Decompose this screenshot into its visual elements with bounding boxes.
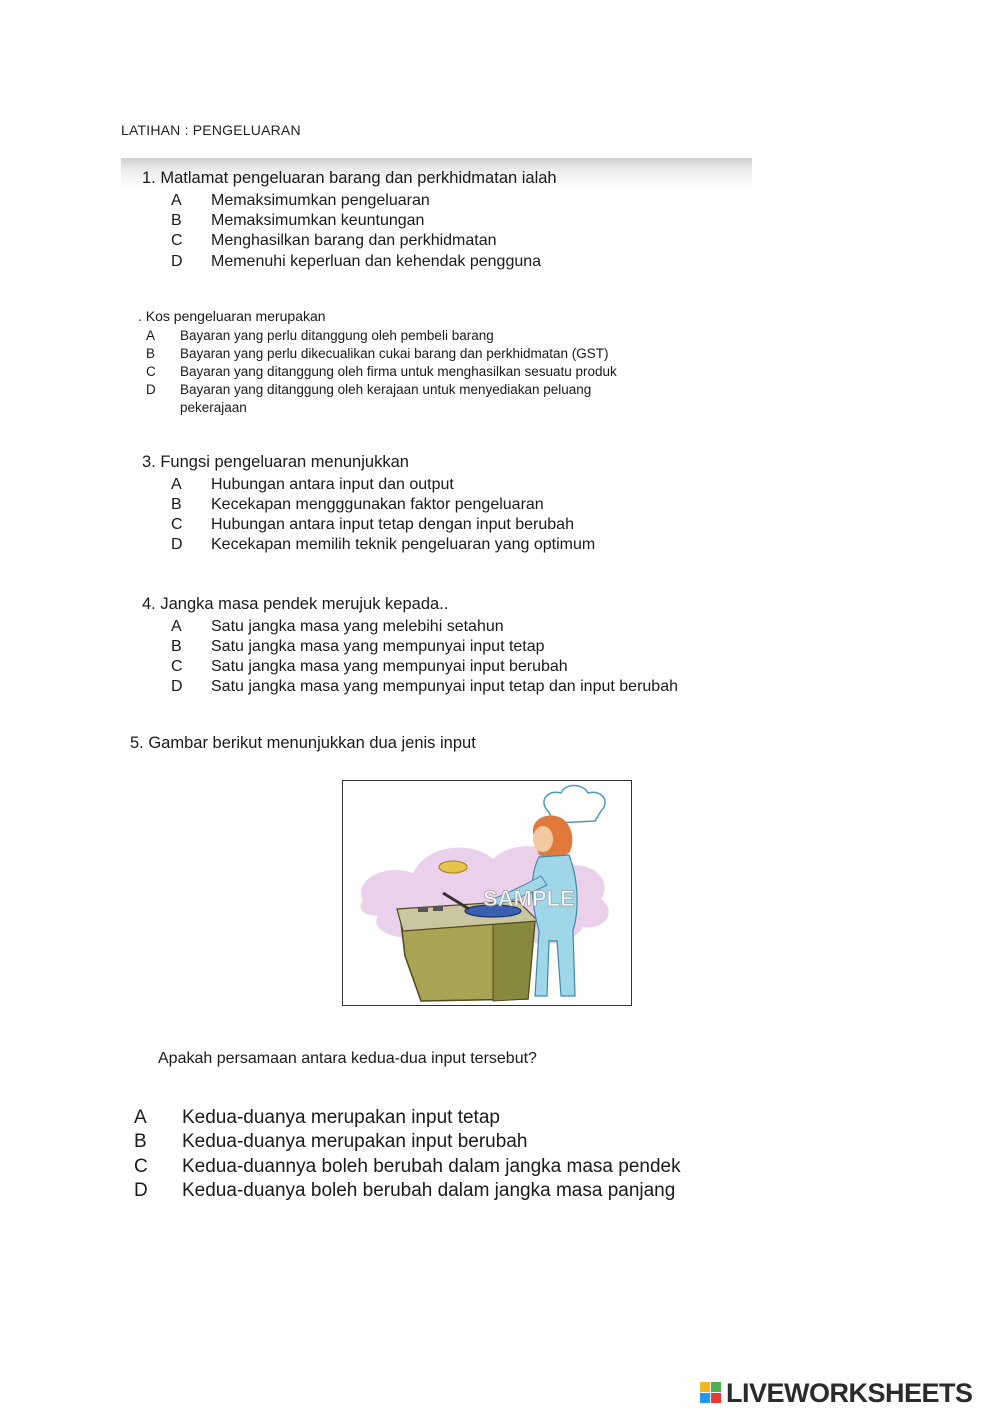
liveworksheets-logo-icon	[700, 1382, 722, 1404]
chef-illustration-svg	[343, 781, 631, 1005]
q3-stem: 3. Fungsi pengeluaran menunjukkan	[142, 453, 409, 471]
q2-stem: . Kos pengeluaran merupakan	[138, 308, 326, 324]
sample-watermark: SAMPLE	[483, 886, 575, 911]
chef-face-shape	[533, 826, 553, 852]
q5-question: Apakah persamaan antara kedua-dua input tersebut?	[158, 1050, 537, 1067]
pancake-shape	[439, 861, 467, 873]
q2-option-d-continuation: pekerajaan	[180, 400, 247, 415]
liveworksheets-logo[interactable]	[700, 1378, 992, 1408]
chef-cooking-illustration	[342, 780, 632, 1006]
q1-stem: 1. Matlamat pengeluaran barang dan perkhidmatan ialah	[142, 169, 557, 187]
liveworksheets-logo-text: LIVEWORKSHEETS	[726, 1378, 973, 1408]
chef-body-shape	[532, 855, 577, 996]
stove-side-shape	[493, 921, 535, 1001]
q5-stem: 5. Gambar berikut menunjukkan dua jenis input	[130, 734, 476, 752]
stove-knob-2	[433, 906, 443, 911]
stove-knob-1	[418, 907, 428, 912]
q4-stem: 4. Jangka masa pendek merujuk kepada..	[142, 595, 449, 613]
worksheet-title: LATIHAN : PENGELUARAN	[121, 122, 301, 138]
